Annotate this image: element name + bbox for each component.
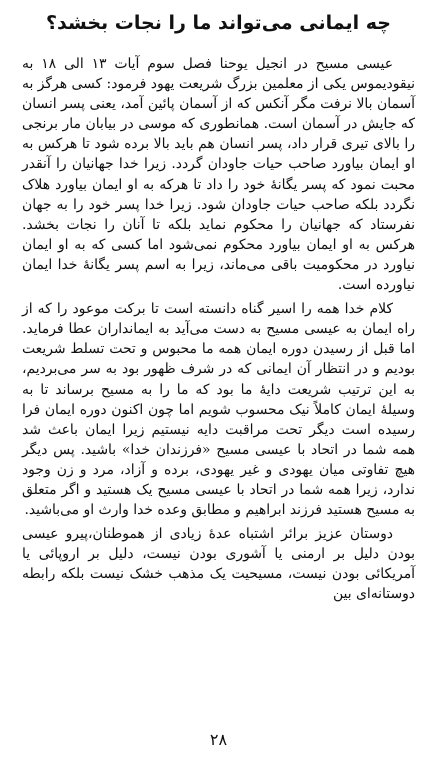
paragraph-2: کلام خدا همه را اسیر گناه دانسته است تا برکت موعود را که از راه ایمان به عیسی مسیح به دست می‌آید به ایمانداران عطا فرماید. اما قبل از رسیدن دوره ایمان همه ما محبوس و تحت تسلط شریعت بودیم و در انتظار آن ایمانی که در شرف ظهور بود به سر می‌بردیم، به این ترتیب شریعت دایهٔ ما بود که ما را به مسیح برساند تا به وسیلهٔ ایمان کاملاً نیک محسوب شویم اما چون اکنون دوره ایمان فرا رسیده است دیگر تحت مراقبت دایه نیستیم زیرا ایمان باعث شد همه شما در اتحاد با عیسی مسیح «فرزندان خدا» باشید. پس دیگر هیچ تفاوتی میان یهودی و غیر یهودی، برده و آزاد، مرد و زن وجود ندارد، زیرا همه شما در اتحاد با عیسی مسیح یک هستید و اگر متعلق به مسیح هستید فرزند ابراهیم و مطابق وعده خدا وارث او می‌باشید. — [22, 301, 415, 519]
page-number: ۲۸ — [209, 730, 228, 749]
paragraph-1: عیسی مسیح در انجیل یوحنا فصل سوم آیات ۱۳ الی ۱۸ به نیقودیموس یکی از معلمین بزرگ شریعت یهود فرمود: کسی هرگز به آسمان بالا نرفت مگر آنکس که از آسمان پائین آمد، یعنی پسر انسان که جایش در آسمان است. همانطوری که موسی در بیابان مار برنجی را بالای تیری قرار داد، پسر انسان هم باید بالا برده شود تا هرکس به او ایمان بیاورد صاحب حیات جاودان گردد. زیرا خدا جهانیان را آنقدر محبت نمود که پسر یگانهٔ خود را داد تا هرکه به او ایمان بیاورد هلاک نگردد بلکه صاحب حیات جاودان شود. زیرا خدا پسر خود را به جهان نفرستاد که جهانیان را محکوم نماید بلکه تا آنان را نجات بخشد. هرکس به او ایمان بیاورد محکوم نمی‌شود اما کسی که به او ایمان نیاورد در محکومیت باقی می‌ماند، زیرا به اسم پسر یگانهٔ خدا ایمان نیاورده است. — [22, 56, 415, 294]
page-title: چه ایمانی می‌تواند ما را نجات بخشد؟ — [46, 12, 391, 34]
paragraph-3: دوستان عزیز برائر اشتباه عدهٔ زیادی از هموطنان،پیرو عیسی بودن دلیل بر ارمنی یا آشوری بودن نیست، دلیل بر اروپائی یا آمریکائی بودن نیست، مسیحیت یک مذهب خشک نیست بلکه رابطه دوستانه‌ای بین — [22, 526, 415, 603]
